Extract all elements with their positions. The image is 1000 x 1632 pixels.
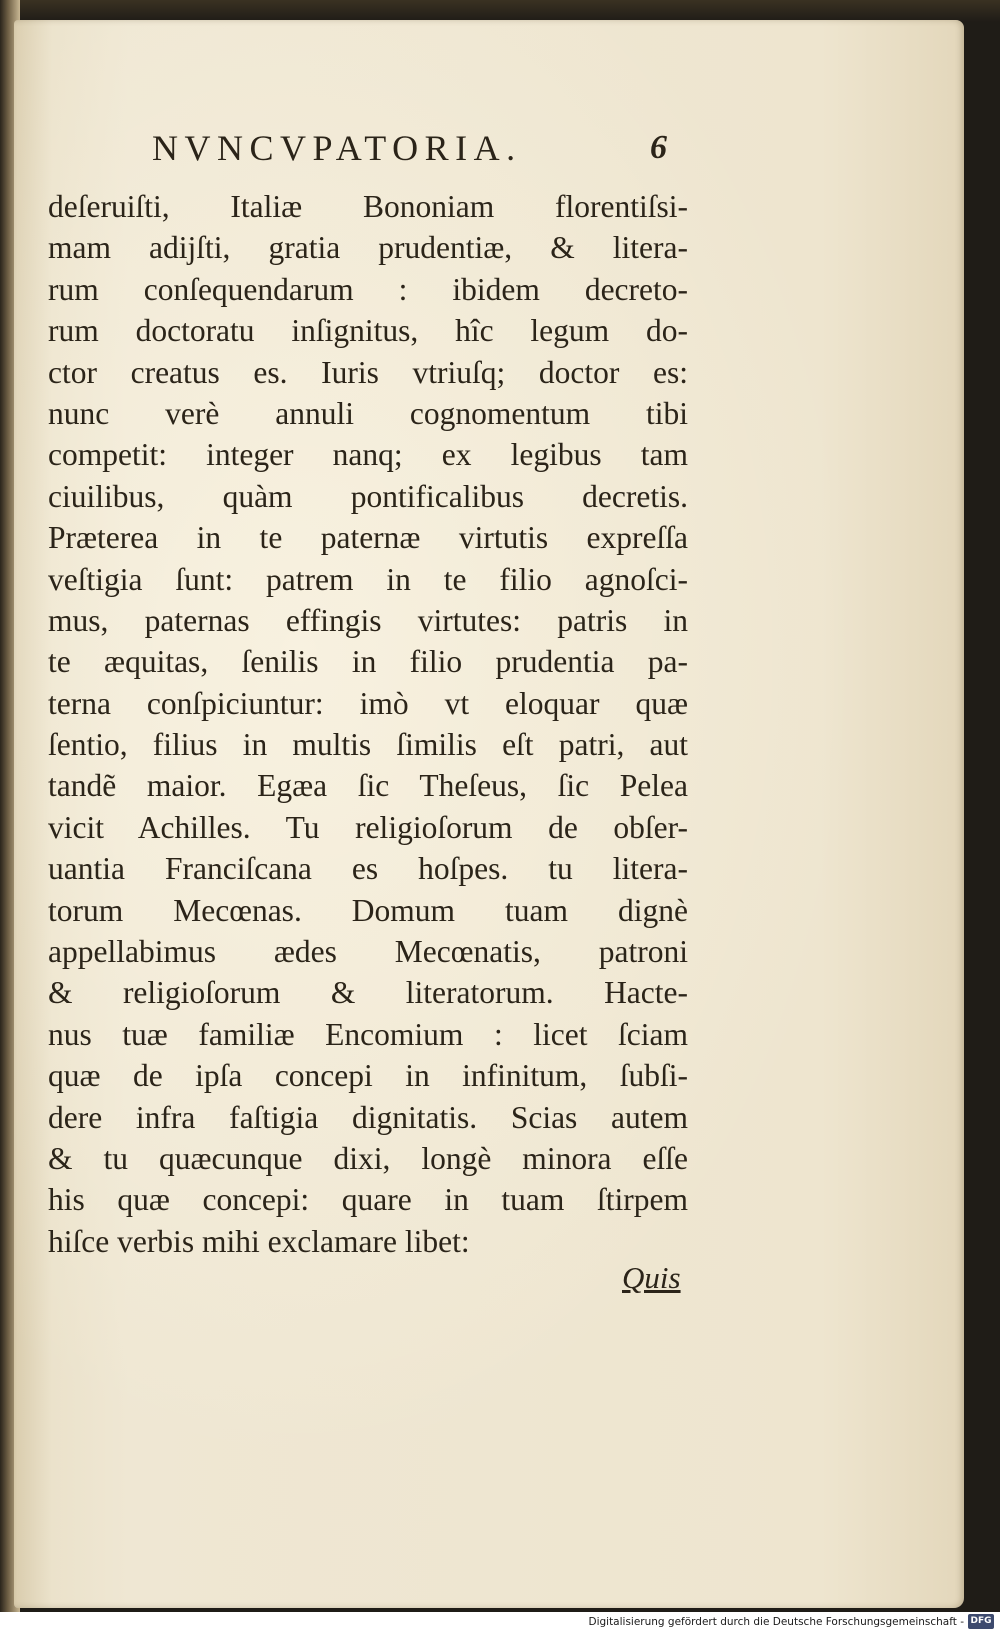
text-line: nus tuæ familiæ Encomium : licet ſciam xyxy=(48,1016,688,1052)
text-line: mam adijſti, gratia prudentiæ, & litera- xyxy=(48,230,688,266)
catchword: Quis xyxy=(622,1260,681,1295)
text-line: rum conſequendarum : ibidem decreto- xyxy=(48,271,688,307)
text-line: & religioſorum & literatorum. Hacte- xyxy=(48,975,688,1011)
credit-text: Digitalisierung gefördert durch die Deutsche Forschungsgemeinschaft - xyxy=(588,1616,964,1628)
running-head xyxy=(152,128,692,172)
text-line: mus, paternas effingis virtutes: patris in xyxy=(48,602,688,638)
body-text xyxy=(48,186,688,1262)
text-line: terna conſpiciuntur: imò vt eloquar quæ xyxy=(48,685,688,721)
text-line: nunc verè annuli cognomentum tibi xyxy=(48,395,688,431)
page-number: 6 xyxy=(650,129,667,166)
text-line: tandẽ maior. Egæa ſic Theſeus, ſic Pelea xyxy=(48,768,688,804)
text-line: veſtigia ſunt: patrem in te filio agnoſci- xyxy=(48,561,688,597)
text-line: his quæ concepi: quare in tuam ſtirpem xyxy=(48,1182,688,1218)
text-line: ſentio, filius in multis ſimilis eſt patri, aut xyxy=(48,727,688,763)
text-line: quæ de ipſa concepi in infinitum, ſubſi- xyxy=(48,1058,688,1094)
text-line: vicit Achilles. Tu religioſorum de obſer- xyxy=(48,809,688,845)
text-line: dere infra faſtigia dignitatis. Scias autem xyxy=(48,1099,688,1135)
text-line: ciuilibus, quàm pontificalibus decretis. xyxy=(48,478,688,514)
text-line: hiſce verbis mihi exclamare libet: xyxy=(48,1223,470,1259)
text-line: & tu quæcunque dixi, longè minora eſſe xyxy=(48,1140,688,1176)
text-line: te æquitas, ſenilis in filio prudentia pa- xyxy=(48,644,688,680)
text-line: uantia Franciſcana es hoſpes. tu litera- xyxy=(48,851,688,887)
text-line: appellabimus ædes Mecœnatis, patroni xyxy=(48,934,688,970)
dfg-logo: DFG xyxy=(968,1614,994,1629)
text-line: rum doctoratu inſignitus, hîc legum do- xyxy=(48,313,688,349)
text-line: Præterea in te paternæ virtutis expreſſa xyxy=(48,520,688,556)
text-line: competit: integer nanq; ex legibus tam xyxy=(48,437,688,473)
text-line: torum Mecœnas. Domum tuam dignè xyxy=(48,892,688,928)
text-line: ctor creatus es. Iuris vtriuſq; doctor es: xyxy=(48,354,688,390)
running-title: NVNCVPATORIA. xyxy=(152,128,522,168)
book-edge-top xyxy=(0,0,1000,22)
credit-bar xyxy=(0,1612,1000,1632)
text-line: deſeruiſti, Italiæ Bononiam florentiſsi- xyxy=(48,189,688,224)
